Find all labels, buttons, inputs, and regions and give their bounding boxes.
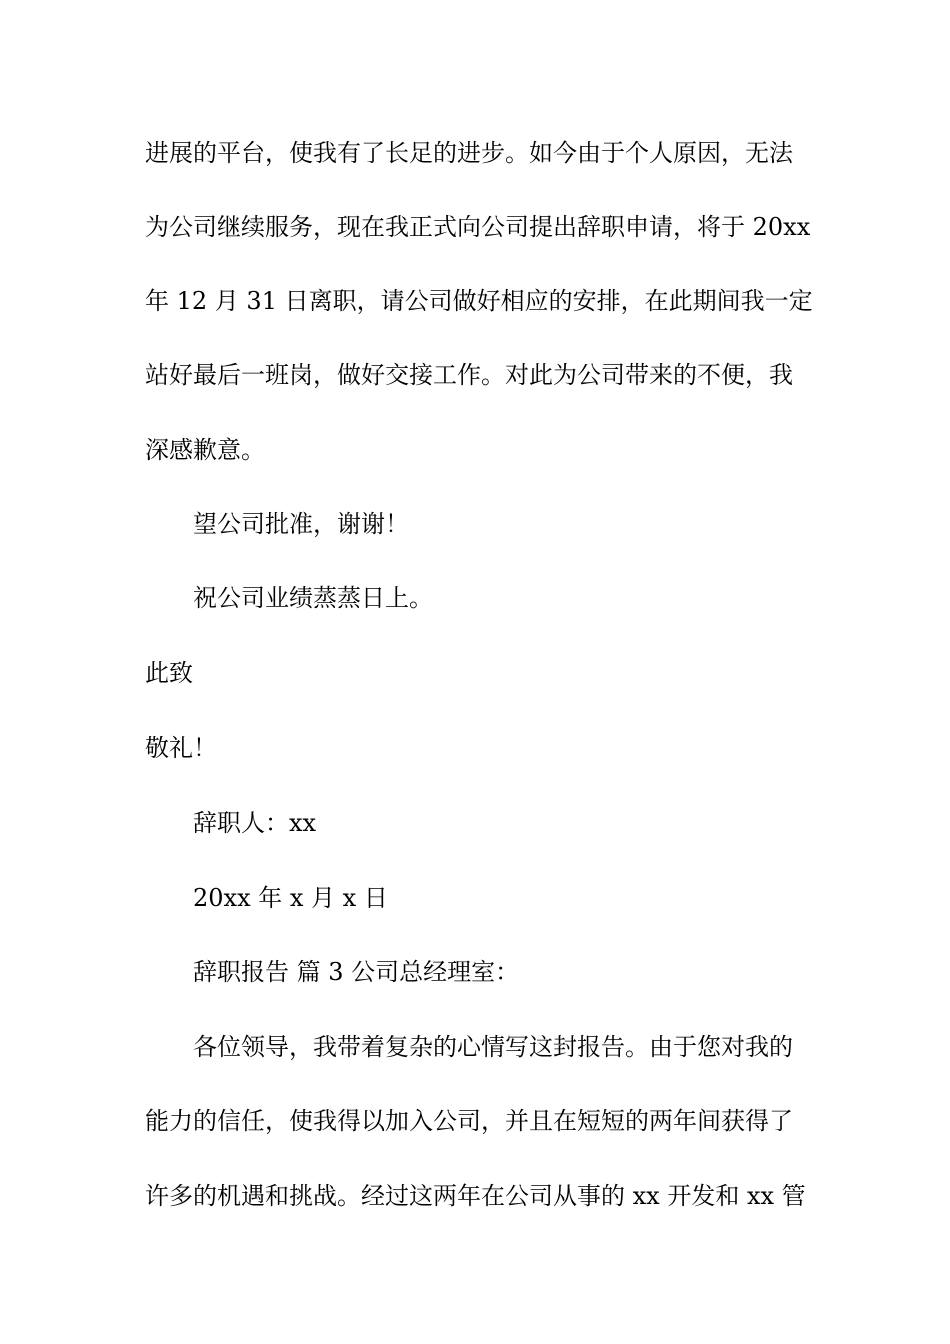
body-text-line: 能力的信任，使我得以加入公司，并且在短短的两年间获得了: [145, 1107, 793, 1135]
body-text-line: 年 12 月 31 日离职，请公司做好相应的安排，在此期间我一定: [145, 287, 813, 315]
date-line: 20xx 年 x 月 x 日: [193, 884, 388, 912]
salutation-line: 敬礼！: [145, 734, 217, 762]
body-text-line: 站好最后一班岗，做好交接工作。对此为公司带来的不便，我: [145, 361, 793, 389]
body-text-line: 深感歉意。: [145, 436, 265, 464]
signature-line: 辞职人：xx: [193, 809, 317, 837]
body-text-line: 为公司继续服务，现在我正式向公司提出辞职申请，将于 20xx: [145, 213, 811, 241]
section-heading: 辞职报告 篇 3 公司总经理室：: [193, 958, 520, 986]
body-text-line: 进展的平台，使我有了长足的进步。如今由于个人原因，无法: [145, 139, 793, 167]
closing-line: 此致: [145, 659, 193, 687]
body-text-line: 许多的机遇和挑战。经过这两年在公司从事的 xx 开发和 xx 管: [145, 1182, 806, 1210]
request-line: 望公司批准，谢谢！: [193, 510, 409, 538]
body-text-line: 各位领导，我带着复杂的心情写这封报告。由于您对我的: [193, 1033, 793, 1061]
wishes-line: 祝公司业绩蒸蒸日上。: [193, 584, 433, 612]
